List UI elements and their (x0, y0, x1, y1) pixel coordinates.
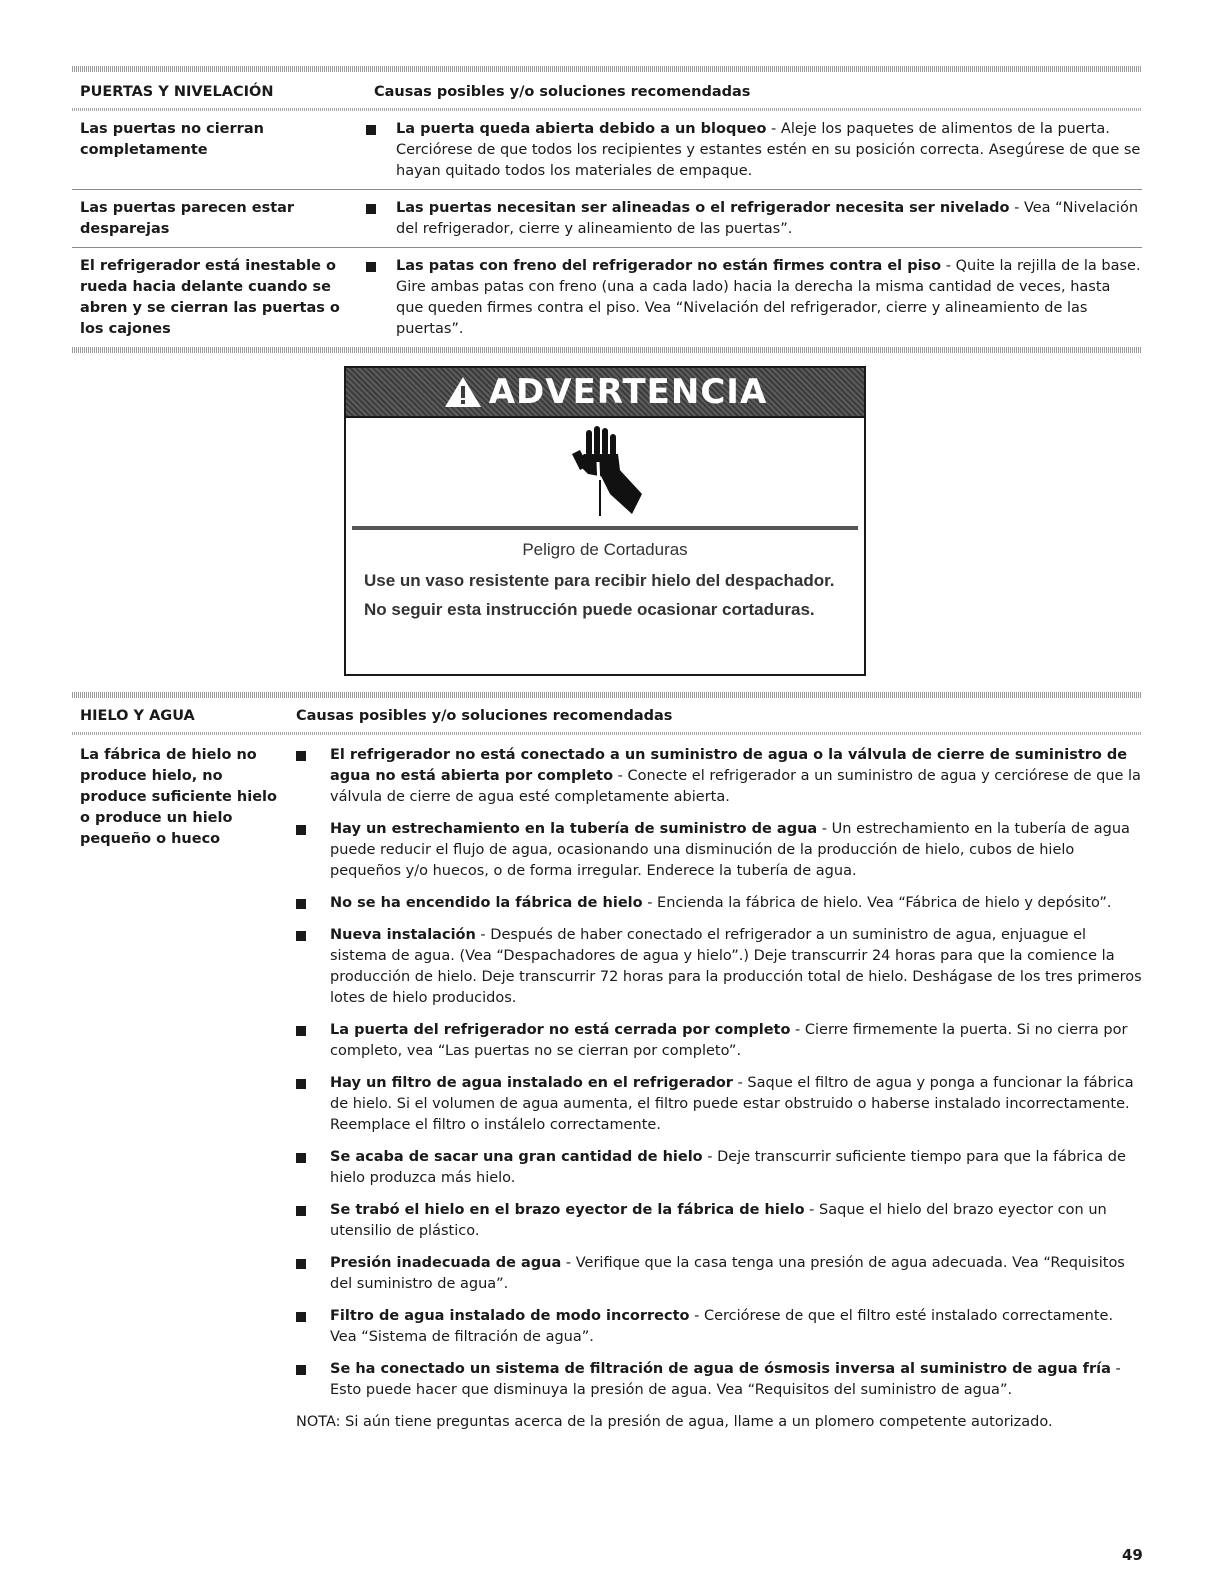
list-item (296, 893, 1142, 914)
list-item (296, 925, 1142, 1009)
remedy-text: - Verifique que la casa tenga una presión de agua adecuada. Vea “Requisitos del suministro de agua”. (330, 1255, 1125, 1292)
square-bullet-icon (366, 204, 376, 214)
warning-box (344, 366, 866, 676)
list-item (296, 819, 1142, 882)
note-label: NOTA: (296, 1414, 341, 1430)
table-bottom-rule (72, 347, 1142, 353)
remedy-text: - Un estrechamiento en la tubería de agua puede reducir el flujo de agua, ocasionando una disminución de la producción de hielo, cubos de hielo pequeños y/o huecos, o de forma irregular. Enderece la tubería de agua. (330, 821, 1130, 879)
solution-cell (366, 198, 1142, 240)
warning-pictogram (352, 418, 858, 530)
doors-leveling-table (72, 66, 1142, 353)
cause-text: Las puertas necesitan ser alineadas o el refrigerador necesita ser nivelado (396, 200, 1010, 216)
cause-text: La puerta del refrigerador no está cerrada por completo (330, 1022, 791, 1038)
solution-cell (366, 256, 1142, 340)
warning-instruction: Use un vaso resistente para recibir hielo del despachador. (364, 571, 835, 590)
remedy-text: - Vea “Nivelación del refrigerador, cierre y alineamiento de las puertas”. (396, 200, 1139, 237)
solution-cell (366, 119, 1142, 182)
square-bullet-icon (296, 1312, 306, 1322)
remedy-text: - Aleje los paquetes de alimentos de la puerta. Cerciórese de que todos los recipientes y estantes estén en su posición correcta. Asegúrese de que se hayan quitado todos los materiales de empaque. (396, 121, 1141, 179)
hand-cut-icon (558, 424, 658, 520)
cause-text: Las patas con freno del refrigerador no están firmes contra el piso (396, 258, 942, 274)
square-bullet-icon (296, 1206, 306, 1216)
note-text: Si aún tiene preguntas acerca de la presión de agua, llame a un plomero competente autorizado. (340, 1414, 1053, 1430)
square-bullet-icon (296, 1259, 306, 1269)
problem-cell: Las puertas no cierran completamente (80, 121, 264, 158)
table-header (72, 72, 1142, 108)
remedy-text: - Cerciórese de que el filtro esté instalado correctamente. Vea “Sistema de filtración de agua”. (330, 1308, 1114, 1345)
remedy-text: - Cierre firmemente la puerta. Si no cierra por completo, vea “Las puertas no se cierran por completo”. (330, 1022, 1128, 1059)
remedy-text: - Esto puede hacer que disminuya la presión de agua. Vea “Requisitos del suministro de agua”. (330, 1361, 1121, 1398)
remedy-text: - Encienda la fábrica de hielo. Vea “Fábrica de hielo y depósito”. (642, 895, 1112, 911)
table-row (72, 111, 1142, 190)
warning-triangle-icon (443, 375, 483, 409)
header-problem: HIELO Y AGUA (80, 708, 195, 724)
list-item (296, 1200, 1142, 1242)
square-bullet-icon (296, 931, 306, 941)
square-bullet-icon (296, 1365, 306, 1375)
problem-cell: La fábrica de hielo no produce hielo, no produce suficiente hielo o produce un hielo pequeño o hueco (80, 747, 277, 847)
remedy-text: - Después de haber conectado el refrigerador a un suministro de agua, enjuague el sistema de agua. (Vea “Despachadores de agua y hielo”.) Deje transcurrir 24 horas para que la comience la producción de hielo. Deje transcurrir 72 horas para la producción total de hielo. Deshágase de los tres primeros lotes de hielo producidos. (330, 927, 1142, 1006)
list-item (296, 1253, 1142, 1295)
square-bullet-icon (296, 751, 306, 761)
remedy-text: - Deje transcurrir suficiente tiempo para que la fábrica de hielo produzca más hielo. (330, 1149, 1126, 1186)
problem-cell: Las puertas parecen estar desparejas (80, 200, 295, 237)
cause-text: Filtro de agua instalado de modo incorrecto (330, 1308, 690, 1324)
list-item (296, 1147, 1142, 1189)
remedy-text: - Conecte el refrigerador a un suministro de agua y cerciórese de que la válvula de cierre de agua esté completamente abierta. (330, 768, 1141, 805)
table-header (72, 698, 1142, 732)
square-bullet-icon (296, 1153, 306, 1163)
remedy-text: - Saque el hielo del brazo eyector con un utensilio de plástico. (330, 1202, 1107, 1239)
page-number: 49 (1122, 1546, 1143, 1564)
cause-text: Nueva instalación (330, 927, 476, 943)
warning-header (346, 368, 864, 418)
cause-text: Se acaba de sacar una gran cantidad de hielo (330, 1149, 703, 1165)
solution-list (288, 745, 1142, 1433)
cause-text: Se trabó el hielo en el brazo eyector de la fábrica de hielo (330, 1202, 805, 1218)
solution-text (396, 119, 1142, 182)
square-bullet-icon (366, 125, 376, 135)
remedy-text: - Quite la rejilla de la base. Gire ambas patas con freno (una a cada lado) hacia la derecha la misma cantidad de veces, hasta que queden firmes contra el piso. Vea “Nivelación del refrigerador, cierre y alineamiento de las puertas”. (396, 258, 1141, 337)
cause-text: Hay un estrechamiento en la tubería de suministro de agua (330, 821, 818, 837)
cause-text: Presión inadecuada de agua (330, 1255, 562, 1271)
table-row (72, 248, 1142, 347)
ice-water-table (72, 692, 1142, 1433)
square-bullet-icon (366, 262, 376, 272)
cause-text: El refrigerador no está conectado a un suministro de agua o la válvula de cierre de suministro de agua no está abierta por completo (330, 747, 1128, 784)
solution-text (396, 256, 1142, 340)
square-bullet-icon (296, 1026, 306, 1036)
note (296, 1412, 1142, 1433)
cause-text: Hay un filtro de agua instalado en el refrigerador (330, 1075, 733, 1091)
list-item (296, 1359, 1142, 1401)
list-item (296, 1073, 1142, 1136)
cause-text: Se ha conectado un sistema de filtración de agua de ósmosis inversa al suministro de agua fría (330, 1361, 1111, 1377)
cause-text: La puerta queda abierta debido a un bloqueo (396, 121, 767, 137)
list-item (296, 745, 1142, 808)
remedy-text: - Saque el filtro de agua y ponga a funcionar la fábrica de hielo. Si el volumen de agua aumenta, el filtro puede estar obstruido o haberse instalado incorrectamente. Reemplace el filtro o instálelo correctamente. (330, 1075, 1134, 1133)
table-row (72, 735, 1142, 1433)
square-bullet-icon (296, 899, 306, 909)
cause-text: No se ha encendido la fábrica de hielo (330, 895, 643, 911)
warning-heading: ADVERTENCIA (488, 372, 768, 412)
square-bullet-icon (296, 1079, 306, 1089)
solution-text (396, 198, 1142, 240)
problem-cell: El refrigerador está inestable o rueda hacia delante cuando se abren y se cierran las puertas o los cajones (80, 258, 340, 337)
header-problem: PUERTAS Y NIVELACIÓN (80, 84, 274, 100)
list-item (296, 1020, 1142, 1062)
warning-title: Peligro de Cortaduras (522, 540, 688, 559)
square-bullet-icon (296, 825, 306, 835)
table-row (72, 190, 1142, 248)
list-item (296, 1306, 1142, 1348)
warning-consequence: No seguir esta instrucción puede ocasionar cortaduras. (364, 600, 815, 619)
warning-body (346, 530, 864, 620)
header-solutions: Causas posibles y/o soluciones recomendadas (374, 84, 751, 100)
header-solutions: Causas posibles y/o soluciones recomendadas (296, 708, 673, 724)
